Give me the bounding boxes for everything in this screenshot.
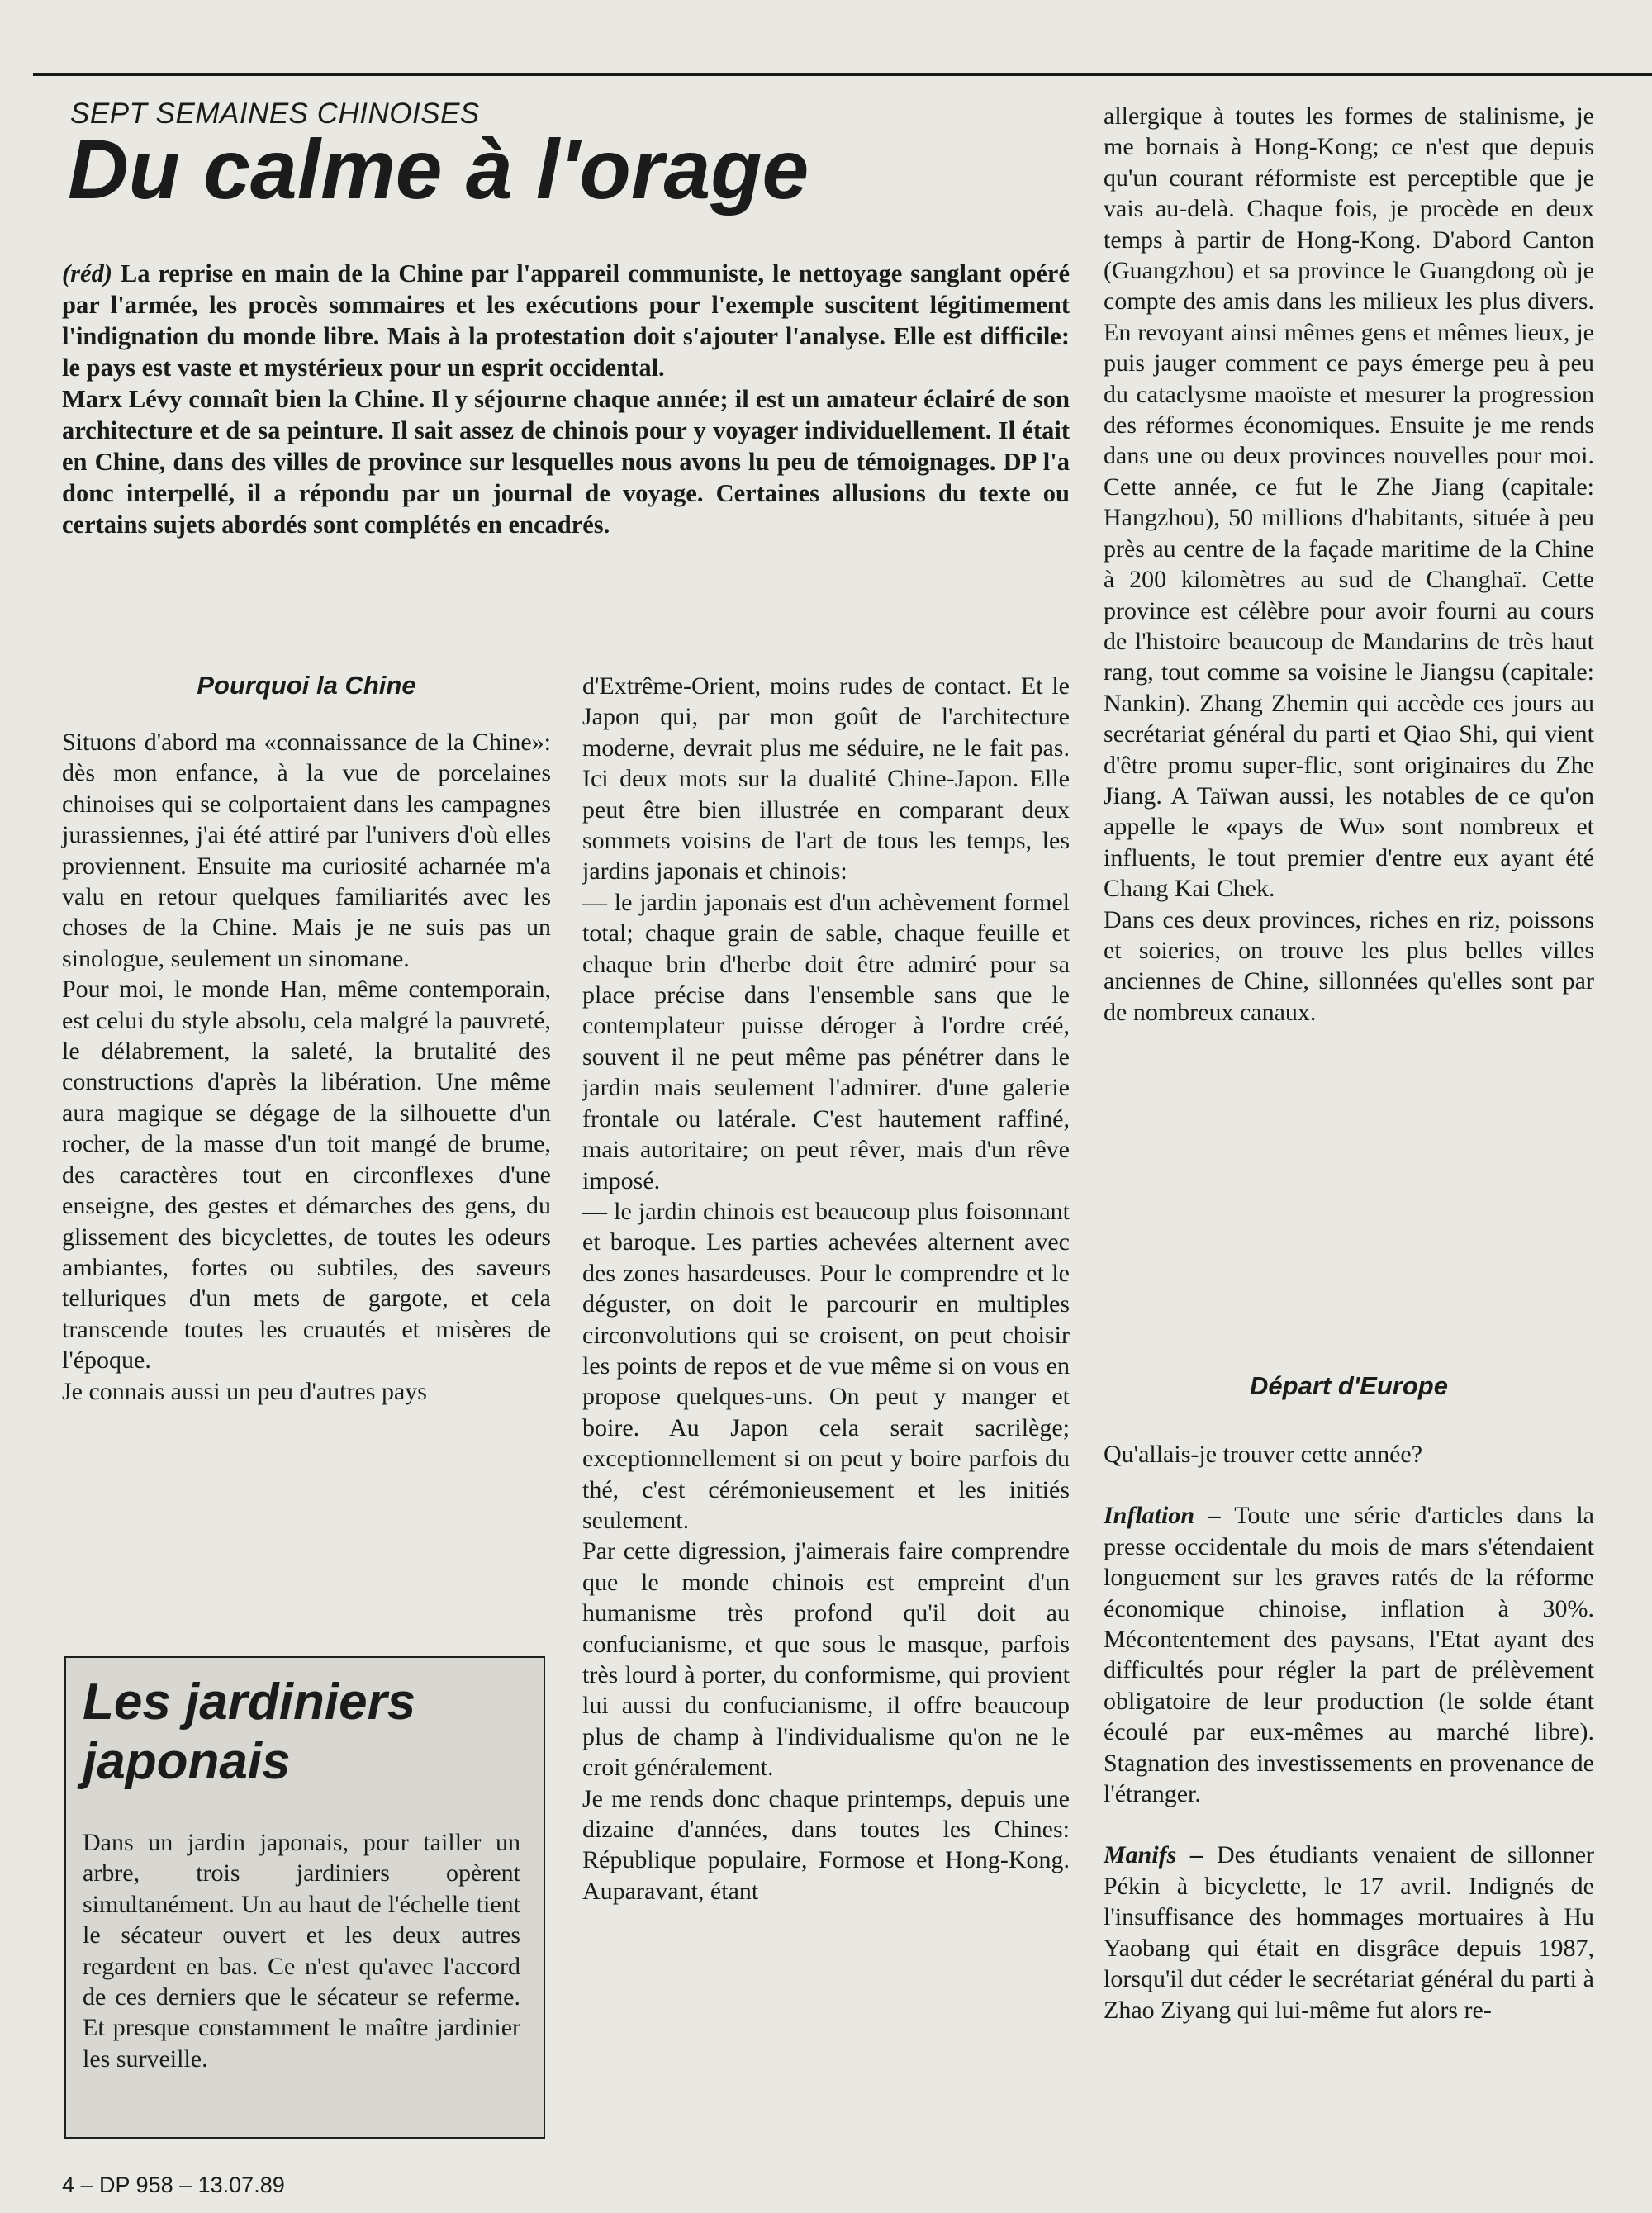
sidebar-box-title: Les jardiniers japonais xyxy=(83,1674,416,1790)
question-line: Qu'allais-je trouver cette année? xyxy=(1104,1441,1423,1468)
manifs-paragraph xyxy=(1104,1840,1594,2025)
col2-paragraph-3: — le jardin chinois est beaucoup plus foisonnant et baroque. Les parties achevées alternent avec des zones hasardeuses. Pour le comprendre et le déguster, on doit le parcourir en multiples circonvolutions qui se croisent, on peut choisir les points de repos et de vue même si on vous en propose quelques-uns. On peut y manger et boire. Au Japon cela serait sacrilège; exceptionnellement si on peut y boire parfois du thé, c'est cérémonieusement et les initiés seulement. xyxy=(582,1197,1070,1534)
inflation-paragraph xyxy=(1104,1500,1594,1809)
column-3-lower xyxy=(1104,1439,1594,2025)
col2-paragraph-1: d'Extrême-Orient, moins rudes de contact. Et le Japon qui, par mon goût de l'architecture moderne, devrait plus me séduire, ne le fait pas. Ici deux mots sur la dualité Chine-Japon. Elle peut être bien illustrée en comparant deux sommets voisins de l'art de tous les temps, les jardins japonais et chinois: xyxy=(582,672,1070,886)
col1-paragraph-1: Situons d'abord ma «connaissance de la Chine»: dès mon enfance, à la vue de porcelaines chinoises qui se colportaient dans les campagnes jurassiennes, j'ai été attiré par l'univers d'où elles proviennent. Ensuite ma curiosité acharnée m'a valu en retour quelques familiarités avec les choses de la Chine. Mais je ne suis pas un sinologue, seulement un sinomane. xyxy=(62,729,551,972)
sidebar-box-body: Dans un jardin japonais, pour tailler un arbre, trois jardiniers opèrent simultanément. Un au haut de l'échelle tient le sécateur ouvert et les deux autres regardent en bas. Ce n'est qu'avec l'accord de ces derniers que le sécateur se referme. Et presque constamment le maître jardinier les surveille. xyxy=(83,1829,520,2073)
column-2 xyxy=(582,671,1070,1907)
sidebar-box-jardiniers xyxy=(64,1656,545,2139)
intro-lead xyxy=(62,258,1070,540)
column-3 xyxy=(1104,101,1594,1028)
page-folio: 4 – DP 958 – 13.07.89 xyxy=(62,2173,285,2197)
subheading-pourquoi-la-chine: Pourquoi la Chine xyxy=(197,671,416,700)
col2-paragraph-2: — le jardin japonais est d'un achèvement formel total; chaque grain de sable, chaque feuille et chaque brin d'herbe doit être admiré pour sa place précise dans l'ensemble sans que le contemplateur puisse déroger à l'ordre créé, souvent il ne peut même pas pénétrer dans le jardin mais seulement l'admirer. d'une galerie frontale ou latérale. C'est hautement raffiné, mais autoritaire; on peut rêver, mais d'un rêve imposé. xyxy=(582,888,1070,1194)
col3-paragraph-1: allergique à toutes les formes de stalinisme, je me bornais à Hong-Kong; ce n'est que depuis qu'un courant réformiste est perceptible que je vais au-delà. Chaque fois, je procède en deux temps à partir de Hong-Kong. D'abord Canton (Guangzhou) et sa province le Guangdong où je compte des amis dans les milieux les plus divers. En revoyant ainsi mêmes gens et mêmes lieux, je puis jauger comment ce pays émerge peu à peu du cataclysme maoïste et mesurer la progression des réformes économiques. Ensuite je me rends dans une ou deux provinces nouvelles pour moi. Cette année, ce fut le Zhe Jiang (capitale: Hangzhou), 50 millions d'habitants, située à peu près au centre de la façade maritime de la Chine à 200 kilomètres au sud de Changhaï. Cette province est célèbre pour avoir fourni au cours de l'histoire beaucoup de Mandarins de très haut rang, tout comme sa voisine le Jiangsu (capitale: Nankin). Zhang Zhemin qui accède ces jours au secrétariat général du parti et Qiao Shi, qui vient d'être promu super-flic, sont originaires du Zhe Jiang. A Taïwan aussi, les notables de ce qu'on appelle le «pays de Wu» sont nombreux et influents, le tout premier d'entre eux ayant été Chang Kai Chek. xyxy=(1104,102,1594,903)
intro-editor-mark: (réd) xyxy=(62,259,112,287)
col1-paragraph-3: Je connais aussi un peu d'autres pays xyxy=(62,1377,427,1405)
subheading-depart-d-europe: Départ d'Europe xyxy=(1250,1371,1448,1400)
manifs-label: Manifs – xyxy=(1104,1841,1203,1869)
manifs-text: Des étudiants venaient de sillonner Pékin à bicyclette, le 17 avril. Indignés de l'insuffisance des hommages mortuaires à Hu Yaobang qui était en disgrâce depuis 1987, lorsqu'il dut céder le secrétariat général du parti à Zhao Ziyang qui lui-même fut alors re- xyxy=(1104,1841,1595,2024)
kicker: SEPT SEMAINES CHINOISES xyxy=(70,97,480,130)
headline: Du calme à l'orage xyxy=(68,122,809,216)
col1-paragraph-2: Pour moi, le monde Han, même contemporain, est celui du style absolu, cela malgré la pauvreté, le délabrement, la saleté, la brutalité des constructions d'après la libération. Une même aura magique se dégage de la silhouette d'un rocher, de la masse d'un toit mangé de brume, des caractères tout en circonflexes d'une enseigne, des gestes et démarches des gens, du glissement des bicyclettes, de toutes les odeurs ambiantes, fortes ou subtiles, des saveurs telluriques d'un mets de gargote, et cela transcende toutes les cruautés et misères de l'époque. xyxy=(62,976,551,1375)
col2-paragraph-5: Je me rends donc chaque printemps, depuis une dizaine d'années, dans toutes les Chines: République populaire, Formose et Hong-Kong. Auparavant, étant xyxy=(582,1784,1070,1905)
inflation-label: Inflation – xyxy=(1104,1502,1221,1530)
intro-paragraph-1: La reprise en main de la Chine par l'appareil communiste, le nettoyage sanglant opéré par l'armée, les procès sommaires et les exécutions pour l'exemple suscitent légitimement l'indignation du monde libre. Mais à la protestation doit s'ajouter l'analyse. Elle est difficile: le pays est vaste et mystérieux pour un esprit occidental. xyxy=(62,259,1070,382)
inflation-text: Toute une série d'articles dans la presse occidentale du mois de mars s'étendaient longuement sur les graves ratés de la réforme économique chinoise, inflation à 30%. Mécontentement des paysans, l'Etat ayant des difficultés pour régler la part de prélèvement obligatoire de leur production (le solde étant écoulé par eux-mêmes au marché libre). Stagnation des investissements en provenance de l'étranger. xyxy=(1104,1502,1594,1808)
column-1 xyxy=(62,727,551,1407)
intro-paragraph-2: Marx Lévy connaît bien la Chine. Il y séjourne chaque année; il est un amateur éclairé de son architecture et de sa peinture. Il sait assez de chinois pour y voyager individuellement. Il était en Chine, dans des villes de province sur lesquelles nous avons lu peu de témoignages. DP l'a donc interpellé, il a répondu par un journal de voyage. Certaines allusions du texte ou certains sujets abordés sont complétés en encadrés. xyxy=(62,385,1070,539)
col2-paragraph-4: Par cette digression, j'aimerais faire comprendre que le monde chinois est empreint d'un humanisme très profond qu'il doit au confucianisme, et que sous le masque, parfois très lourd à porter, du conformisme, qui provient lui aussi du confucianisme, il offre beaucoup plus de champ à l'individualisme qu'on ne le croit généralement. xyxy=(582,1537,1070,1782)
col3-paragraph-2: Dans ces deux provinces, riches en riz, poissons et soieries, on trouve les plus belles villes anciennes de Chine, sillonnées qu'elles sont par de nombreux canaux. xyxy=(1104,905,1594,1026)
top-rule xyxy=(33,73,1652,76)
